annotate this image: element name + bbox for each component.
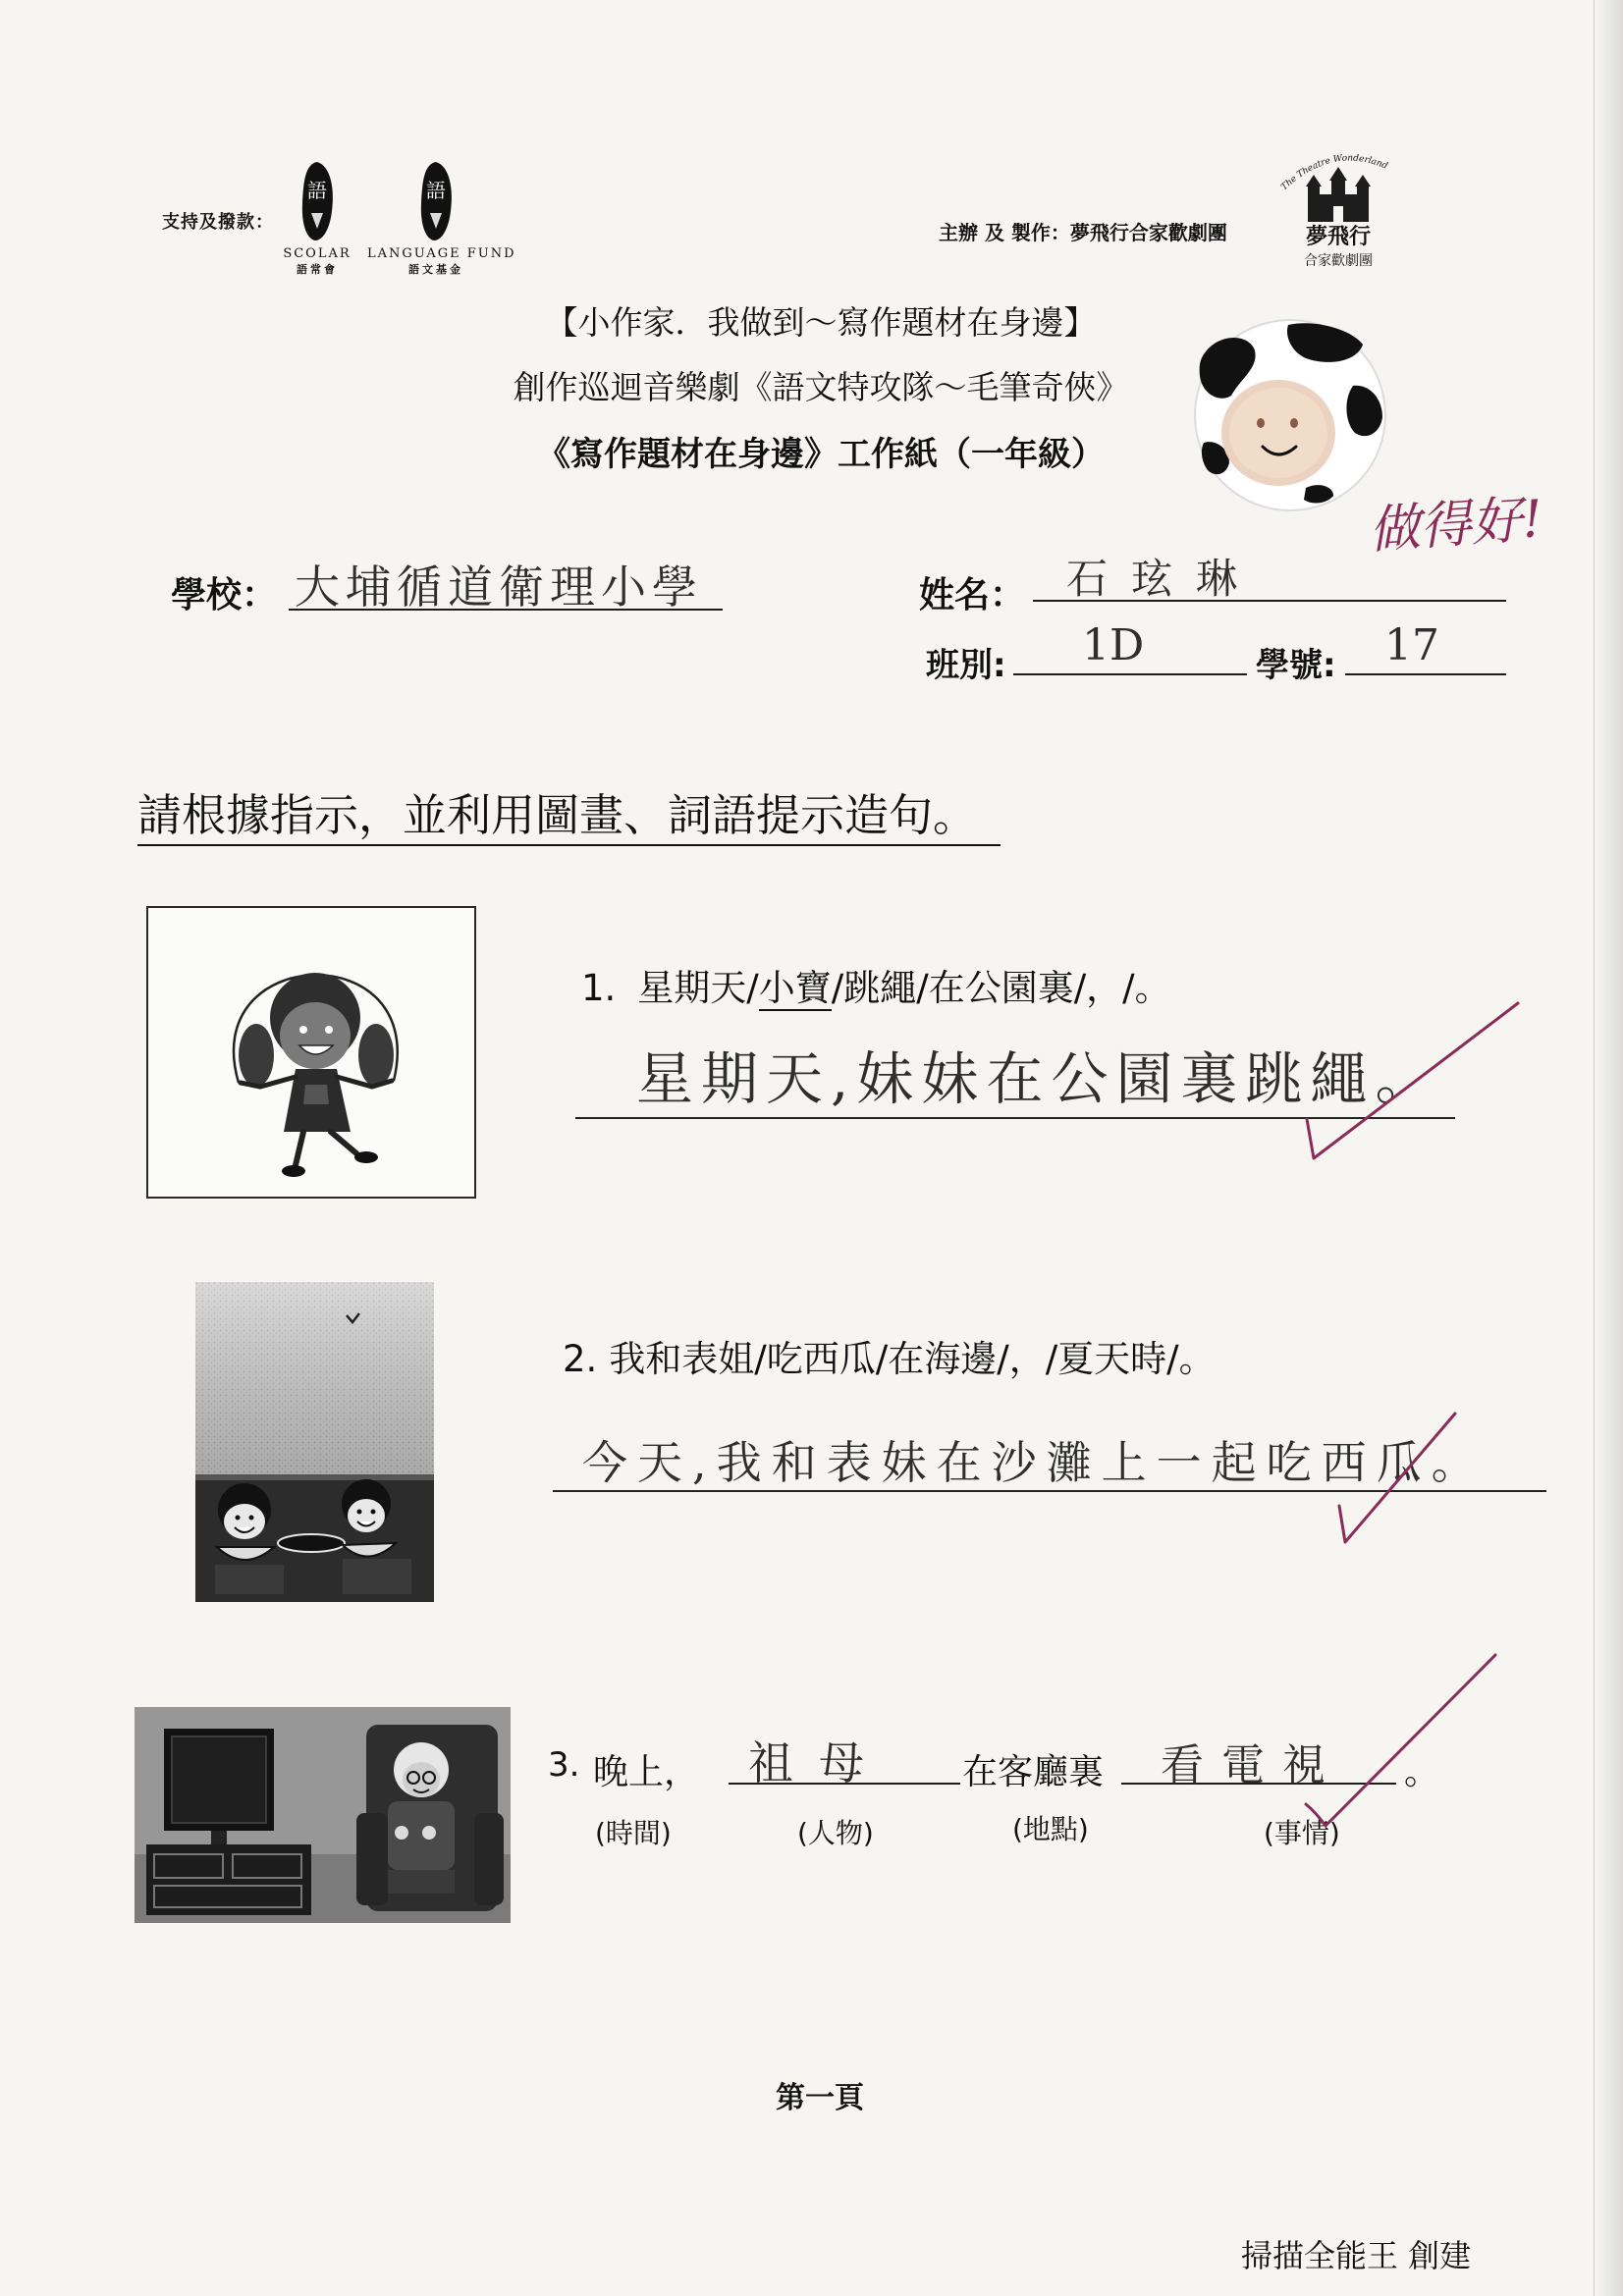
- q3-time: 晚上，: [593, 1752, 700, 1792]
- q2-answer: 今天,我和表妹在沙灘上一起吃西瓜。: [582, 1436, 1487, 1489]
- scan-edge-shadow: [1594, 0, 1623, 2296]
- language-fund-logo-glyph: 語: [426, 179, 446, 202]
- name-field: [1033, 545, 1506, 602]
- page-number: 第一頁: [776, 2081, 864, 2115]
- q3-place: 在客廳裏: [962, 1752, 1105, 1792]
- school-field: [289, 548, 723, 614]
- q1-prompt: [581, 958, 1171, 1011]
- name-value: 石玹琳: [1066, 555, 1262, 603]
- scanner-watermark: 掃描全能王 創建: [1241, 2237, 1472, 2274]
- language-fund-logo: [367, 160, 516, 277]
- title-line-2: 創作巡迴音樂劇《語文特攻隊～毛筆奇俠》: [513, 368, 1129, 406]
- q2-prompt-text: 我和表姐/吃西瓜/在海邊/，/夏天時/。: [609, 1338, 1216, 1380]
- class-label: 班別:: [926, 646, 1006, 685]
- q3-number: 3.: [548, 1745, 580, 1785]
- scolar-logo: [275, 160, 359, 277]
- theatre-logo-graphic: [1276, 147, 1400, 283]
- q1-answer-line: [575, 1023, 1455, 1119]
- school-value: 大埔循道衛理小學: [295, 561, 703, 614]
- name-label: 姓名：: [919, 575, 1026, 615]
- q3-label-person: (人物): [797, 1817, 874, 1849]
- title-line-1: 【小作家．我做到～寫作題材在身邊】: [545, 303, 1097, 342]
- children-eating-watermelon-illustration: [195, 1282, 434, 1602]
- q2-illustration-frame: [195, 1282, 434, 1602]
- q3-event-answer: 看電視: [1161, 1740, 1343, 1790]
- theatre-logo: [1276, 147, 1400, 283]
- q3-person-blank: [729, 1728, 960, 1789]
- student-number-value: 17: [1384, 620, 1439, 670]
- q3-label-event: (事情): [1264, 1817, 1340, 1849]
- q3-event-blank: [1121, 1728, 1396, 1790]
- class-value: 1D: [1082, 620, 1145, 670]
- school-label: 學校：: [171, 575, 278, 615]
- q1-number: 1.: [581, 967, 617, 1009]
- cow-face-illustration: [1190, 315, 1390, 515]
- class-field: [1013, 618, 1247, 675]
- language-fund-caption-en: LANGUAGE FUND: [367, 246, 516, 261]
- girl-skipping-rope-illustration: [148, 908, 474, 1197]
- q3-illustration-frame: [135, 1707, 511, 1923]
- teacher-comment: 做得好!: [1367, 489, 1545, 561]
- q1-prompt-underlined-word: 小寶: [758, 967, 832, 1009]
- q2-number: 2.: [563, 1338, 598, 1380]
- grandmother-watching-tv-illustration: [135, 1707, 511, 1923]
- q3-end-mark: 。: [1404, 1752, 1440, 1792]
- student-number-field: [1345, 618, 1506, 675]
- theatre-logo-subtitle: 合家歡劇團: [1304, 253, 1373, 269]
- q1-prompt-start: 星期天/: [637, 967, 759, 1009]
- scolar-caption-zh: 語常會: [297, 263, 338, 276]
- q1-illustration-frame: [146, 906, 476, 1199]
- q2-answer-line: [553, 1415, 1546, 1492]
- scolar-caption-en: SCOLAR: [283, 246, 352, 261]
- q2-prompt: [563, 1329, 1216, 1382]
- scolar-logo-glyph: 語: [307, 179, 327, 202]
- q1-prompt-end: /跳繩/在公園裏/，/。: [831, 967, 1171, 1009]
- theatre-logo-arc-text: The Theatre Wonderland: [1279, 153, 1389, 193]
- q3-person-answer: 祖母: [748, 1736, 890, 1789]
- organizer-label: 主辦 及 製作：夢飛行合家歡劇團: [939, 221, 1227, 244]
- language-fund-logo-mark: [416, 160, 456, 242]
- theatre-logo-name: 夢飛行: [1305, 225, 1372, 249]
- student-number-label: 學號:: [1256, 646, 1336, 685]
- support-label: 支持及撥款：: [162, 212, 274, 233]
- language-fund-caption-zh: 語文基金: [408, 263, 463, 276]
- q1-answer: 星期天,妹妹在公園裏跳繩。: [636, 1045, 1440, 1112]
- q3-label-time: (時間): [595, 1817, 672, 1849]
- instruction: 請根據指示，並利用圖畫、詞語提示造句。: [137, 791, 1001, 846]
- title-line-3: 《寫作題材在身邊》工作紙（一年級）: [537, 435, 1105, 474]
- scolar-logo-mark: [298, 160, 337, 242]
- q3-label-place: (地點): [1012, 1813, 1089, 1845]
